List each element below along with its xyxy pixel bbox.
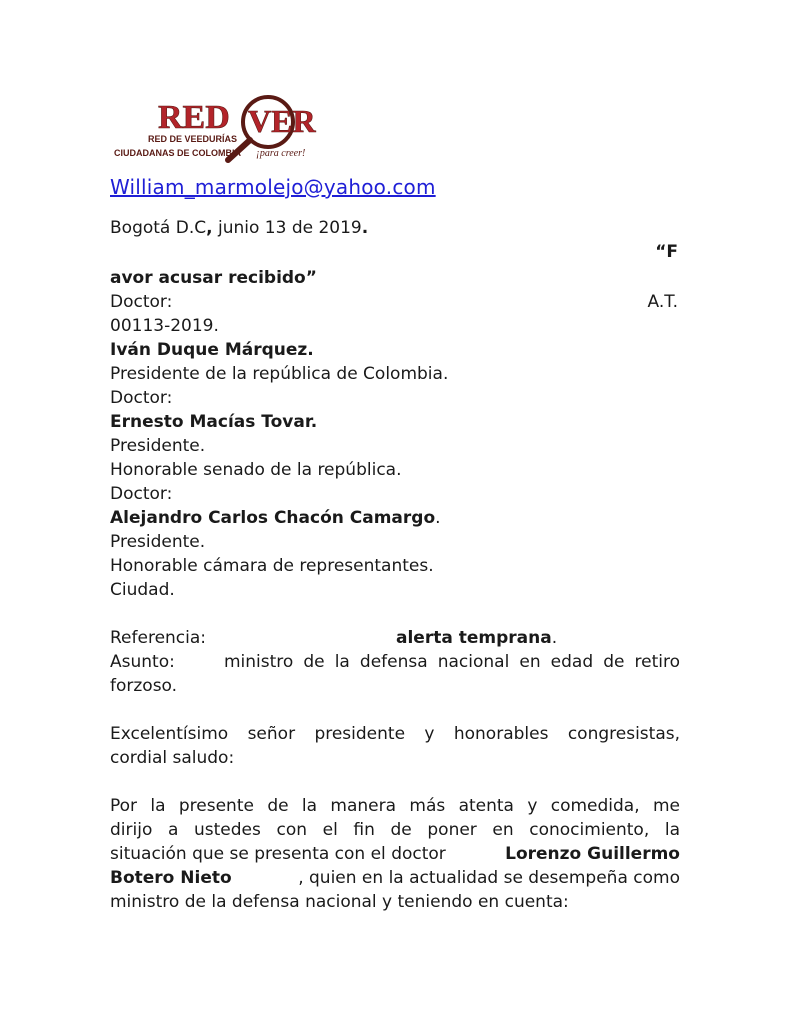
body-line3 bbox=[110, 842, 680, 866]
body-line2: dirijo a ustedes con el fin de poner en conocimiento, la bbox=[110, 820, 680, 840]
recipient-3-org: Honorable cámara de representantes. bbox=[110, 556, 434, 576]
body-name-first: Lorenzo Guillermo bbox=[505, 844, 680, 864]
date-line bbox=[110, 216, 368, 240]
recipient-3-line bbox=[110, 506, 441, 530]
body-name-last: Botero Nieto bbox=[110, 868, 232, 888]
greeting-line2: cordial saludo: bbox=[110, 748, 235, 768]
acuse-part1: “F bbox=[655, 242, 678, 262]
city-line: Ciudad. bbox=[110, 580, 175, 600]
date-comma: , bbox=[206, 218, 213, 238]
date-value: junio 13 de 2019 bbox=[212, 218, 362, 238]
asunto-label: Asunto: bbox=[110, 652, 175, 672]
asunto-line1: ministro de la defensa nacional en edad de retiro bbox=[224, 652, 680, 672]
body-line5: ministro de la defensa nacional y teniendo en cuenta: bbox=[110, 892, 569, 912]
recipient-3-dot: . bbox=[435, 508, 441, 528]
body-line4-text: , quien en la actualidad se desempeña como bbox=[298, 868, 680, 888]
redver-logo bbox=[110, 90, 325, 172]
at-number: 00113-2019. bbox=[110, 316, 219, 336]
at-label: A.T. bbox=[647, 292, 678, 312]
recipient-1-name: Iván Duque Márquez. bbox=[110, 340, 314, 360]
body-line4 bbox=[110, 866, 680, 890]
recipient-1-title: Presidente de la república de Colombia. bbox=[110, 364, 449, 384]
logo-line2: CIUDADANAS DE COLOMBIA bbox=[114, 148, 241, 158]
recipient-2-name: Ernesto Macías Tovar. bbox=[110, 412, 318, 432]
doctor-label-1: Doctor: bbox=[110, 292, 173, 312]
logo-ver-text: VER bbox=[248, 103, 316, 139]
referencia-value: alerta temprana bbox=[396, 628, 552, 648]
email-link[interactable]: William_marmolejo@yahoo.com bbox=[110, 175, 436, 199]
date-city: Bogotá D.C bbox=[110, 218, 207, 238]
recipient-2-org: Honorable senado de la república. bbox=[110, 460, 402, 480]
referencia-value-line bbox=[396, 626, 557, 650]
body-line1: Por la presente de la manera más atenta y comedida, me bbox=[110, 796, 680, 816]
referencia-dot: . bbox=[551, 628, 558, 648]
logo-red-text: RED bbox=[158, 99, 230, 136]
recipient-3-title: Presidente. bbox=[110, 532, 206, 552]
logo-line1: RED DE VEEDURÍAS bbox=[148, 134, 238, 144]
greeting-line1: Excelentísimo señor presidente y honorables congresistas, bbox=[110, 724, 680, 744]
logo-tagline: ¡para creer! bbox=[256, 148, 306, 159]
doctor-label-3: Doctor: bbox=[110, 484, 173, 504]
recipient-2-title: Presidente. bbox=[110, 436, 206, 456]
asunto-line2: forzoso. bbox=[110, 676, 178, 696]
body-line3-text: situación que se presenta con el doctor bbox=[110, 844, 446, 864]
recipient-3-name: Alejandro Carlos Chacón Camargo bbox=[110, 508, 436, 528]
date-period: . bbox=[361, 218, 369, 238]
referencia-label: Referencia: bbox=[110, 628, 207, 648]
acuse-part2: avor acusar recibido” bbox=[110, 268, 317, 288]
doctor-label-2: Doctor: bbox=[110, 388, 173, 408]
